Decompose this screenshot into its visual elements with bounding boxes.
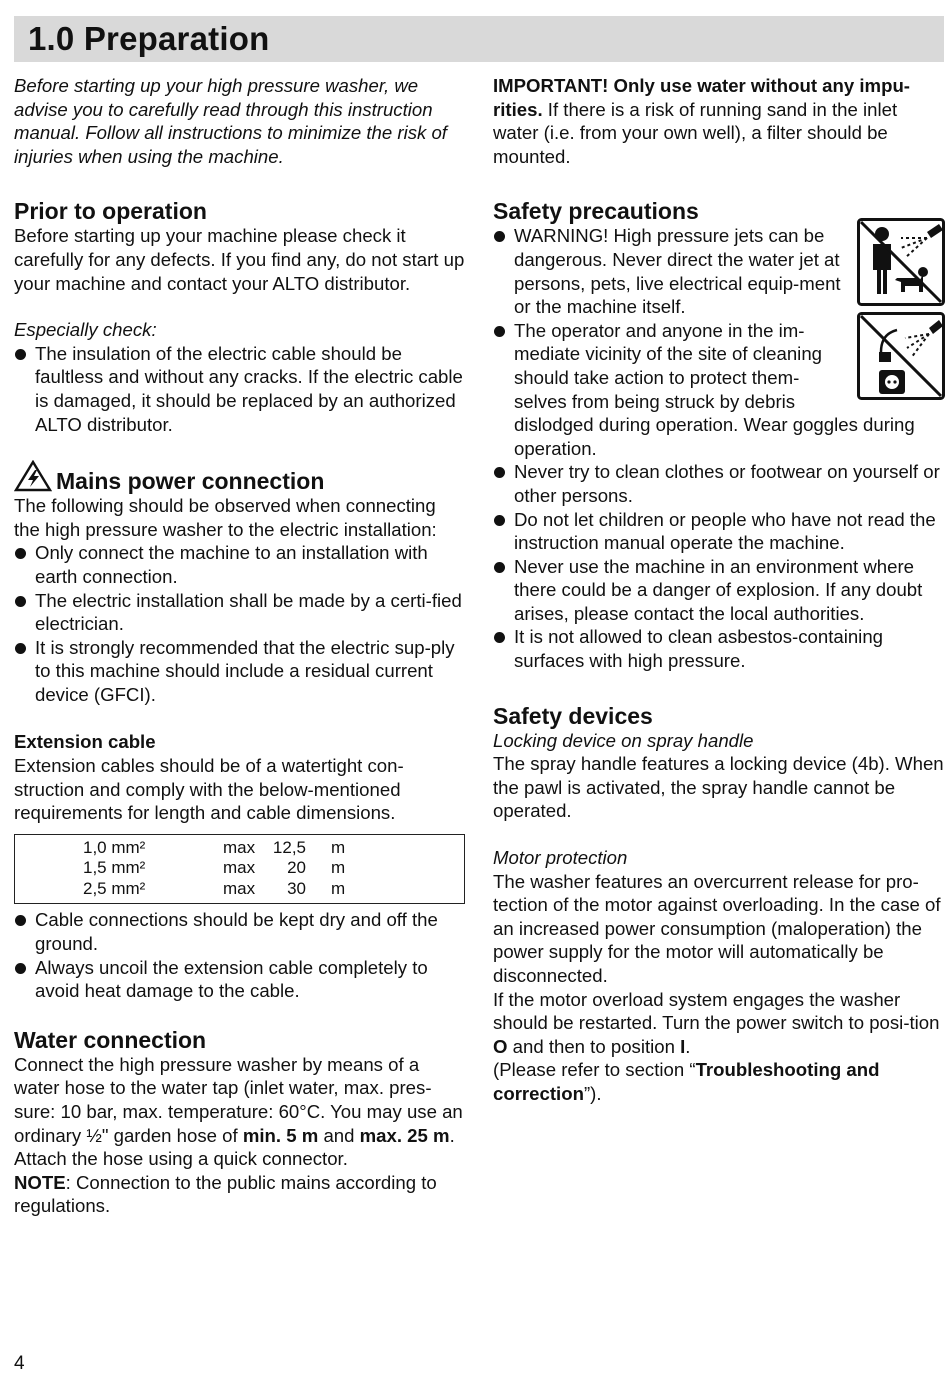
note-label: NOTE [14,1171,66,1193]
motor-label: Motor protection [493,847,628,869]
list-item: The insulation of the electric cable should be faultless and without any cracks. If the electric cable is damaged, it should be replaced by an authorized ALTO distributor. [14,342,466,436]
right-column [493,74,945,1106]
motor-text: The washer features an overcurrent release for pro-tection of the motor against overloading. In the case of an increased power consumption (maloperation) the power supply for the motor will automatically be disconnected. [493,870,941,986]
extension-bullets [14,908,466,1002]
mains-heading-row [14,460,466,494]
water-heading: Water connection [14,1026,207,1053]
list-item: The operator and anyone in the im-mediate vicinity of the site of cleaning should take action to protect them-selves from being struck by debris dislodged during operation. Wear goggles during operation. [493,319,945,461]
prior-heading: Prior to operation [14,198,207,225]
left-column [14,74,466,1218]
locking-label: Locking device on spray handle [493,729,754,751]
list-item: Never use the machine in an environment where there could be a danger of explosion. If any doubt arises, please contact the local authorities. [493,555,945,626]
list-item: It is not allowed to clean asbestos-containing surfaces with high pressure. [493,625,945,672]
water-text: Connect the high pressure washer by means of a water hose to the water tap (inlet water, max. pres-sure: 10 bar, max. temperature: 60°C. You may use an ordinary ½" garden hose of min. 5 m and max. 25 m. Attach the hose using a quick connector. NOTE: Connection to the public mains according to regulations. [14,1053,463,1217]
cable-table [14,834,465,905]
locking-text: The spray handle features a locking device (4b). When the pawl is activated, the spray handle cannot be operated. [493,753,944,822]
restart-text: If the motor overload system engages the washer should be restarted. Turn the power switch to posi-tion O and then to position I. [493,988,940,1057]
table-row: 1,5 mm² max 20 m [83,858,346,878]
page-number: 4 [14,1353,25,1374]
prior-bullets [14,342,466,436]
list-item: The electric installation shall be made by a certi-fied electrician. [14,589,466,636]
extension-heading: Extension cable [14,731,156,753]
list-item: Never try to clean clothes or footwear on yourself or other persons. [493,460,945,507]
devices-heading: Safety devices [493,702,653,729]
header-bar [14,16,944,62]
check-label: Especially check: [14,319,157,341]
list-item: Do not let children or people who have not read the instruction manual operate the machine. [493,508,945,555]
no-spraying-people-animals-icon [857,218,945,306]
electrical-warning-icon [14,460,52,492]
mains-bullets [14,541,466,706]
mains-heading: Mains power connection [56,468,325,495]
list-item: WARNING! High pressure jets can be dangerous. Never direct the water jet at persons, pets, live electrical equip-ment or the machine itself. [493,224,841,318]
extension-text: Extension cables should be of a watertight con-struction and comply with the below-mentioned requirements for length and cable dimensions. [14,755,404,824]
intro-text: Before starting up your high pressure washer, we advise you to carefully read through this instruction manual. Follow all instructions to minimize the risk of injuries when using the machine. [14,75,447,167]
list-item: Always uncoil the extension cable completely to avoid heat damage to the cable. [14,956,466,1003]
list-item: It is strongly recommended that the electric sup-ply to this machine should include a residual current device (GFCI). [14,636,466,707]
list-item: Only connect the machine to an installation with earth connection. [14,541,466,588]
prior-text: Before starting up your machine please check it carefully for any defects. If you find any, do not start up your machine and contact your ALTO distributor. [14,225,465,294]
important-text: IMPORTANT! Only use water without any impu-rities. If there is a risk of running sand in the inlet water (i.e. from your own well), a filter should be mounted. [493,75,910,167]
mains-text: The following should be observed when connecting the high pressure washer to the electric installation: [14,495,437,540]
table-row: 2,5 mm² max 30 m [83,878,346,898]
refer-text: (Please refer to section “Troubleshooting and correction”). [493,1059,880,1104]
page-title: 1.0 Preparation [28,20,270,57]
list-item: Cable connections should be kept dry and off the ground. [14,908,466,955]
table-row: 1,0 mm² max 12,5 m [83,837,346,857]
safety-block [493,224,945,672]
safety-heading: Safety precautions [493,198,699,225]
